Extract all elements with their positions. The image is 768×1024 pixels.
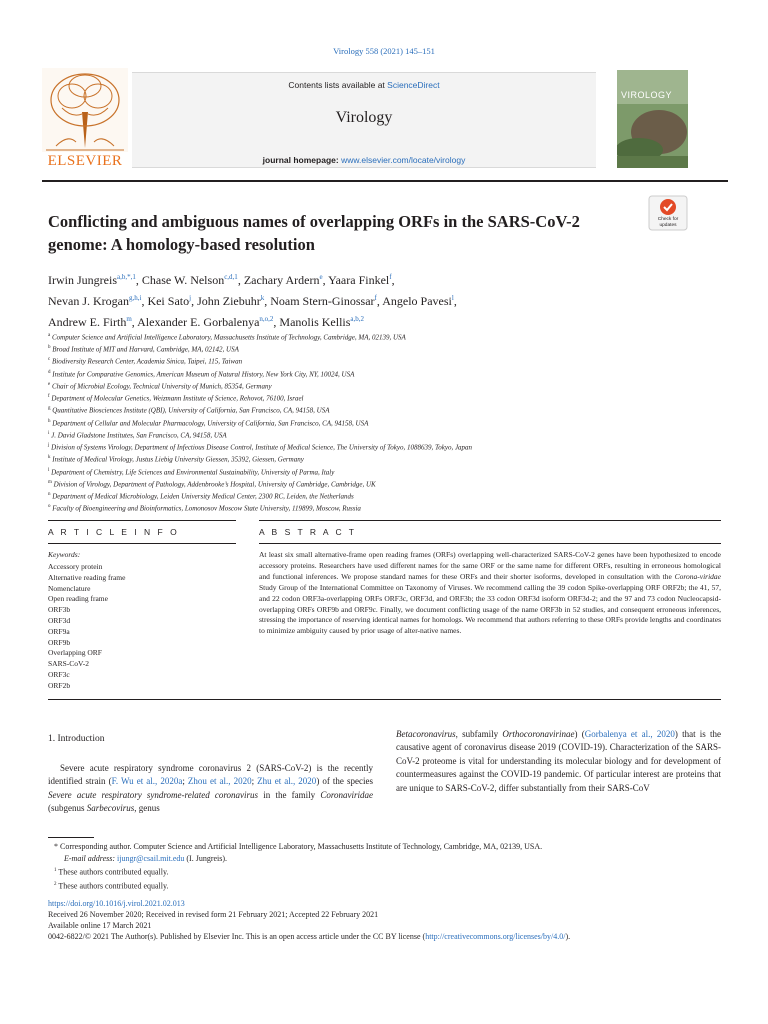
- author-name[interactable]: Zachary Ardern$^e$: [243, 273, 323, 287]
- author-name[interactable]: Noam Stern-Ginossar$^f$: [270, 294, 377, 308]
- keyword: Alternative reading frame: [48, 572, 126, 582]
- license-link[interactable]: http://creativecommons.org/licenses/by/4.0/: [425, 932, 566, 941]
- ref-link[interactable]: F. Wu et al., 2020a: [111, 776, 183, 787]
- affiliation: $^j$ Division of Systems Virology, Department of Infectious Disease Control, Institute of Medical Science, The University of Tokyo, 1088639, Tokyo, Japan: [48, 443, 473, 452]
- article-info-rule-top: [48, 520, 236, 521]
- journal-citation[interactable]: Virology 558 (2021) 145–151: [333, 46, 435, 56]
- journal-cover-image: [617, 70, 688, 168]
- ref-link[interactable]: Zhou et al., 2020: [187, 776, 252, 787]
- abstract-bottom-rule: [48, 699, 721, 700]
- journal-name: Virology: [335, 109, 393, 126]
- affiliation: $^a$ Computer Science and Artificial Intelligence Laboratory, Massachusetts Institute of Technology, Cambridge, MA, 02139, USA: [48, 333, 406, 342]
- author-name[interactable]: Irwin Jungreis$^{a,b,*,1}$: [48, 273, 136, 287]
- affiliation: $^i$ J. David Gladstone Institutes, San Francisco, CA, 94158, USA: [48, 430, 227, 440]
- intro-column-left: Severe acute respiratory syndrome coronavirus 2 (SARS-CoV-2) is the recently identified strain (F. Wu et al., 2020a; Zhou et al., 2020; Zhu et al., 2020) of the species Severe acute respiratory syndrome-related coronavirus in the family Coronaviridae (subgenus Sarbecovirus, genus: [48, 763, 373, 814]
- keyword: ORF9b: [48, 637, 71, 647]
- abstract-heading: A B S T R A C T: [259, 527, 357, 537]
- affiliation: $^o$ Faculty of Bioengineering and Bioinformatics, Lomonosov Moscow State University, 119899, Moscow, Russia: [48, 504, 361, 513]
- affiliation-list: [48, 331, 728, 515]
- author-name[interactable]: Yaara Finkel$^f$: [328, 273, 392, 287]
- author-list: [48, 268, 648, 331]
- doi-link[interactable]: https://doi.org/10.1016/j.virol.2021.02.013: [48, 899, 185, 908]
- abstract-rule: [259, 543, 721, 544]
- bibliographic-info: [48, 898, 738, 942]
- license-line: 0042-6822/© 2021 The Author(s). Published by Elsevier Inc. This is an open access article under the CC BY license (http://creativecommons.org/licenses/by/4.0/).: [48, 932, 571, 941]
- journal-banner: [132, 72, 596, 168]
- footnote-2: $^2$ These authors contributed equally.: [54, 881, 169, 891]
- keyword: Open reading frame: [48, 594, 108, 604]
- affiliation: $^f$ Department of Molecular Genetics, Weizmann Institute of Science, Rehovot, 76100, Israel: [48, 394, 304, 403]
- available-online: Available online 17 March 2021: [48, 921, 152, 930]
- affiliation: $^e$ Chair of Microbial Ecology, Technical University of Munich, 85354, Germany: [48, 381, 272, 391]
- elsevier-logo: [42, 68, 128, 172]
- author-name[interactable]: Chase W. Nelson$^{c,d,1}$: [141, 273, 238, 287]
- journal-masthead: [42, 68, 688, 172]
- footnote-1: $^1$ These authors contributed equally.: [54, 867, 169, 877]
- intro-column-right: Betacoronavirus, subfamily Orthocoronavirinae) (Gorbalenya et al., 2020) that is the causative agent of coronavirus disease 2019 (COVID-19). Characterization of the SARS-CoV-2 proteome is vital for understanding its molecular biology and for development of countermeasures against the COVID-19 pandemic. Of particular interest are proteins that are unique to SARS-CoV-2, differ substantially from their SARS-CoV: [396, 729, 721, 793]
- affiliation: $^b$ Broad Institute of MIT and Harvard, Cambridge, MA, 02142, USA: [48, 345, 239, 354]
- email-note: E-mail address: ijungr@csail.mit.edu (I. Jungreis).: [64, 854, 228, 863]
- author-line-1: Irwin Jungreis$^{a,b,*,1}$, Chase W. Nelson$^{c,d,1}$, Zachary Ardern$^e$, Yaara Finkel$^f$,: [48, 273, 395, 287]
- contents-line: Contents lists available at ScienceDirect: [288, 80, 440, 90]
- keyword: SARS-CoV-2: [48, 659, 89, 669]
- keyword-list: [48, 562, 125, 692]
- abstract-text: At least six small alternative-frame open reading frames (ORFs) overlapping well-characterized SARS-CoV-2 genes have been hypothesized to encode accessory proteins. Researchers have used different names for the same ORF or the same name for different ORFs, resulting in erroneous homological and functional inferences. We propose standard names for these ORFs and their shorter isoforms, developed in consultation with the Corona-viridae Study Group of the International Committee on Taxonomy of Viruses. We recommend calling the 39 codon Spike-overlapping ORF ORF2b; the 41, 57, and 22 codon ORF3a-overlapping ORFs ORF3c, ORF3d, and ORF3b; the 33 codon ORF3d isoform ORF3d-2; and the 97 and 73 codon Nucleocapsid-overlapping ORFs ORF9b and ORF9c. Finally, we document conflicting usage of the name ORF3b in 52 studies, and consequent erroneous inferences, stressing the importance of reserving identical names for homologs. We recommend that authors referring to these ORFs provide lengths and coordinates to minimize ambiguity caused by prior usage of alter-native names.: [259, 550, 721, 636]
- sciencedirect-link[interactable]: ScienceDirect: [387, 80, 440, 90]
- affiliation: $^k$ Institute of Medical Virology, Justus Liebig University Giessen, 35392, Giessen, Germany: [48, 455, 304, 464]
- author-line-2: Nevan J. Krogan$^{g,h,i}$, Kei Sato$^j$, John Ziebuhr$^k$, Noam Stern-Ginossar$^f$, Angelo Pavesi$^l$,: [48, 294, 457, 308]
- elsevier-wordmark: ELSEVIER: [47, 153, 123, 169]
- journal-homepage-link[interactable]: www.elsevier.com/locate/virology: [341, 155, 466, 165]
- footnotes: [48, 841, 728, 892]
- email-link[interactable]: ijungr@csail.mit.edu: [117, 854, 185, 863]
- author-name[interactable]: Alexander E. Gorbalenya$^{n,o,2}$: [137, 315, 274, 329]
- author-name[interactable]: Manolis Kellis$^{a,b,2}$: [279, 315, 365, 329]
- keywords-label: Keywords:: [48, 550, 81, 559]
- affiliation: $^g$ Quantitative Biosciences Institute (QBI), University of California, San Francisco, CA, 94158, USA: [48, 406, 330, 415]
- keyword: Nomenclature: [48, 583, 91, 593]
- author-line-3: Andrew E. Firth$^m$, Alexander E. Gorbalenya$^{n,o,2}$, Manolis Kellis$^{a,b,2}$: [48, 315, 365, 329]
- header-rule: [42, 180, 728, 182]
- article-info-rule: [48, 543, 236, 544]
- affiliation: $^m$ Division of Virology, Department of Pathology, Addenbrooke’s Hospital, University of Cambridge, Cambridge, UK: [48, 479, 376, 489]
- introduction-heading: 1. Introduction: [48, 734, 105, 744]
- author-name[interactable]: Angelo Pavesi$^l$: [382, 294, 454, 308]
- footnote-rule: [48, 837, 94, 838]
- author-name[interactable]: Kei Sato$^j$: [147, 294, 192, 308]
- author-name[interactable]: John Ziebuhr$^k$: [197, 294, 265, 308]
- author-name[interactable]: Nevan J. Krogan$^{g,h,i}$: [48, 294, 142, 308]
- affiliation: $^h$ Department of Cellular and Molecular Pharmacology, University of California, San Francisco, CA, 94158, USA: [48, 418, 369, 427]
- author-name[interactable]: Andrew E. Firth$^m$: [48, 315, 132, 329]
- check-for-updates-badge[interactable]: [648, 195, 688, 231]
- ref-link[interactable]: Zhu et al., 2020: [257, 776, 317, 787]
- corresponding-author-note: * Corresponding author. Computer Science and Artificial Intelligence Laboratory, Massachusetts Institute of Technology, Cambridge, MA, 02139, USA.: [54, 842, 543, 851]
- article-info-heading: A R T I C L E I N F O: [48, 527, 180, 537]
- article-title: Conflicting and ambiguous names of overlapping ORFs in the SARS-CoV-2 genome: A homology-based resolution: [48, 212, 580, 254]
- keyword: Overlapping ORF: [48, 648, 102, 658]
- keyword: Accessory protein: [48, 562, 103, 571]
- affiliation: $^l$ Department of Chemistry, Life Sciences and Environmental Sustainability, University of Parma, Italy: [48, 467, 335, 476]
- keyword: ORF3d: [48, 615, 71, 625]
- keyword: ORF3b: [48, 605, 71, 615]
- abstract-rule-top: [259, 520, 721, 521]
- keyword: ORF2b: [48, 680, 71, 690]
- received-dates: Received 26 November 2020; Received in revised form 21 February 2021; Accepted 22 February 2021: [48, 910, 379, 919]
- homepage-line: journal homepage: www.elsevier.com/locate/virology: [262, 155, 466, 165]
- ref-link[interactable]: Gorbalenya et al., 2020: [584, 729, 675, 739]
- affiliation: $^n$ Department of Medical Microbiology, Leiden University Medical Center, 2300 RC, Leiden, the Netherlands: [48, 492, 354, 501]
- keyword: ORF3c: [48, 669, 70, 679]
- affiliation: $^d$ Institute for Comparative Genomics, American Museum of Natural History, New York City, NY, 10024, USA: [48, 369, 355, 379]
- affiliation: $^c$ Biodiversity Research Center, Academia Sinica, Taipei, 115, Taiwan: [48, 357, 243, 366]
- keyword: ORF9a: [48, 626, 70, 636]
- cover-title: VIROLOGY: [621, 90, 673, 100]
- check-updates-label: Check for updates: [657, 217, 679, 228]
